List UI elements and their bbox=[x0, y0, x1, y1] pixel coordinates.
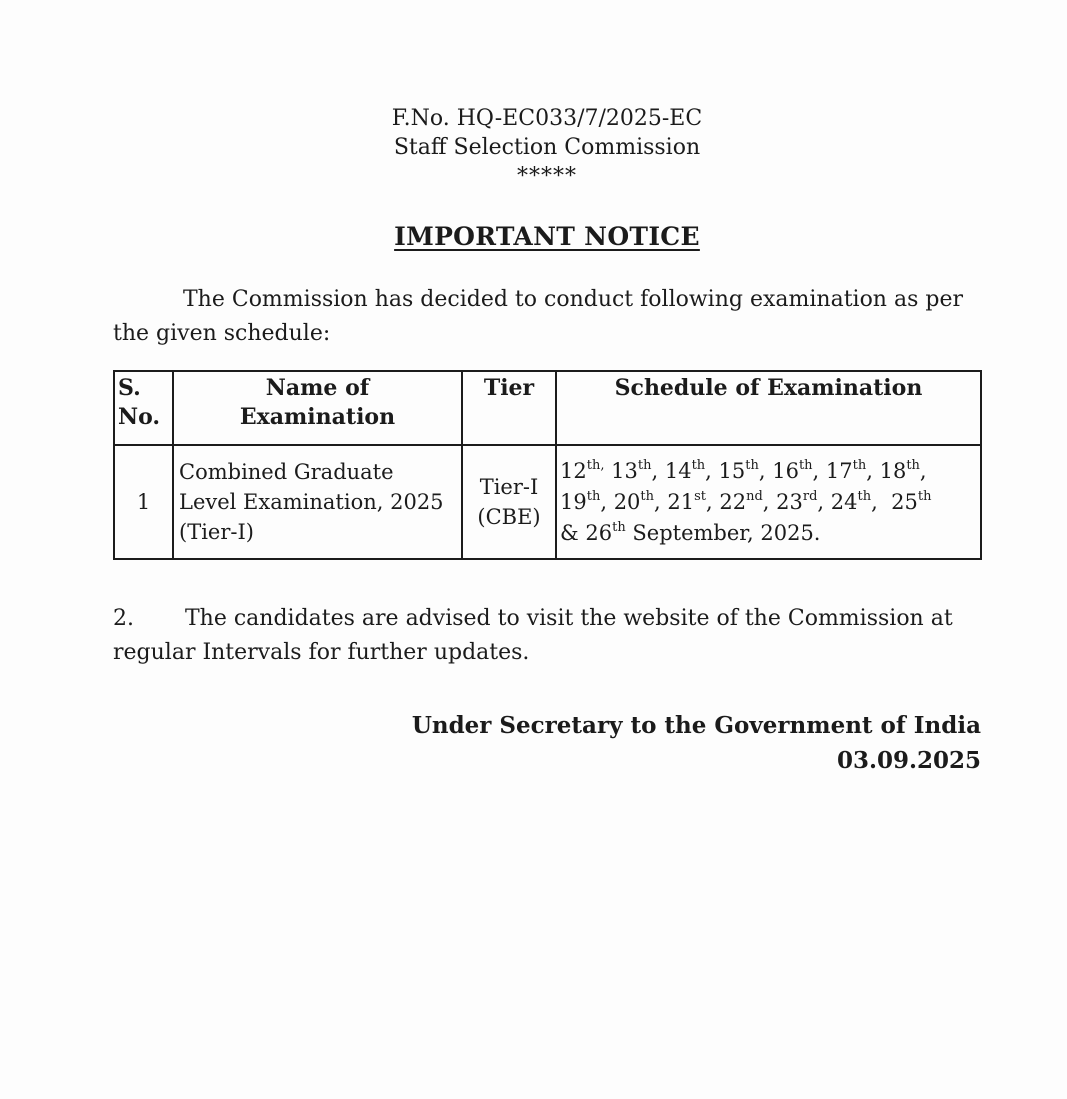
table-header-row bbox=[114, 371, 981, 445]
intro-paragraph: The Commission has decided to conduct following examination as per the given schedule: bbox=[113, 287, 963, 346]
column-header-tier: Tier bbox=[462, 371, 556, 445]
notice-title: IMPORTANT NOTICE bbox=[394, 222, 700, 251]
column-header-s-no: S. No. bbox=[114, 371, 173, 445]
advisory-text-line-1: The candidates are advised to visit the website of the Commission at bbox=[185, 606, 953, 631]
cell-tier: Tier-I (CBE) bbox=[462, 445, 556, 559]
cell-schedule bbox=[556, 445, 981, 559]
document-header bbox=[113, 0, 981, 191]
table-row bbox=[114, 445, 981, 559]
column-header-name-of-examination: Name of Examination bbox=[173, 371, 462, 445]
asterisk-separator: ***** bbox=[517, 164, 577, 189]
organization-name: Staff Selection Commission bbox=[393, 135, 701, 160]
notice-date: 03.09.2025 bbox=[836, 747, 981, 774]
examination-schedule-table bbox=[113, 370, 982, 560]
signatory-designation: Under Secretary to the Government of India bbox=[411, 712, 981, 739]
file-number: F.No. HQ-EC033/7/2025-EC bbox=[391, 106, 703, 131]
cell-examination-name: Combined Graduate Level Examination, 2025 (Tier-I) bbox=[173, 445, 462, 559]
advisory-paragraph bbox=[113, 602, 981, 670]
advisory-text-line-2: regular Intervals for further updates. bbox=[113, 640, 530, 665]
document-content bbox=[113, 0, 981, 778]
signature-block bbox=[113, 708, 981, 778]
schedule-line: & 26th September, 2025. bbox=[560, 519, 821, 545]
column-header-schedule: Schedule of Examination bbox=[556, 371, 981, 445]
schedule-line: $12^{th,}$ 13th, 14th, 15th, 16th, 17th, 18th, bbox=[560, 457, 927, 483]
schedule-line: 19th, 20th, 21st, 22nd, 23rd, 24th, 25th bbox=[560, 488, 932, 514]
cell-serial-number: 1 bbox=[114, 445, 173, 559]
paragraph-number: 2. bbox=[113, 606, 134, 631]
